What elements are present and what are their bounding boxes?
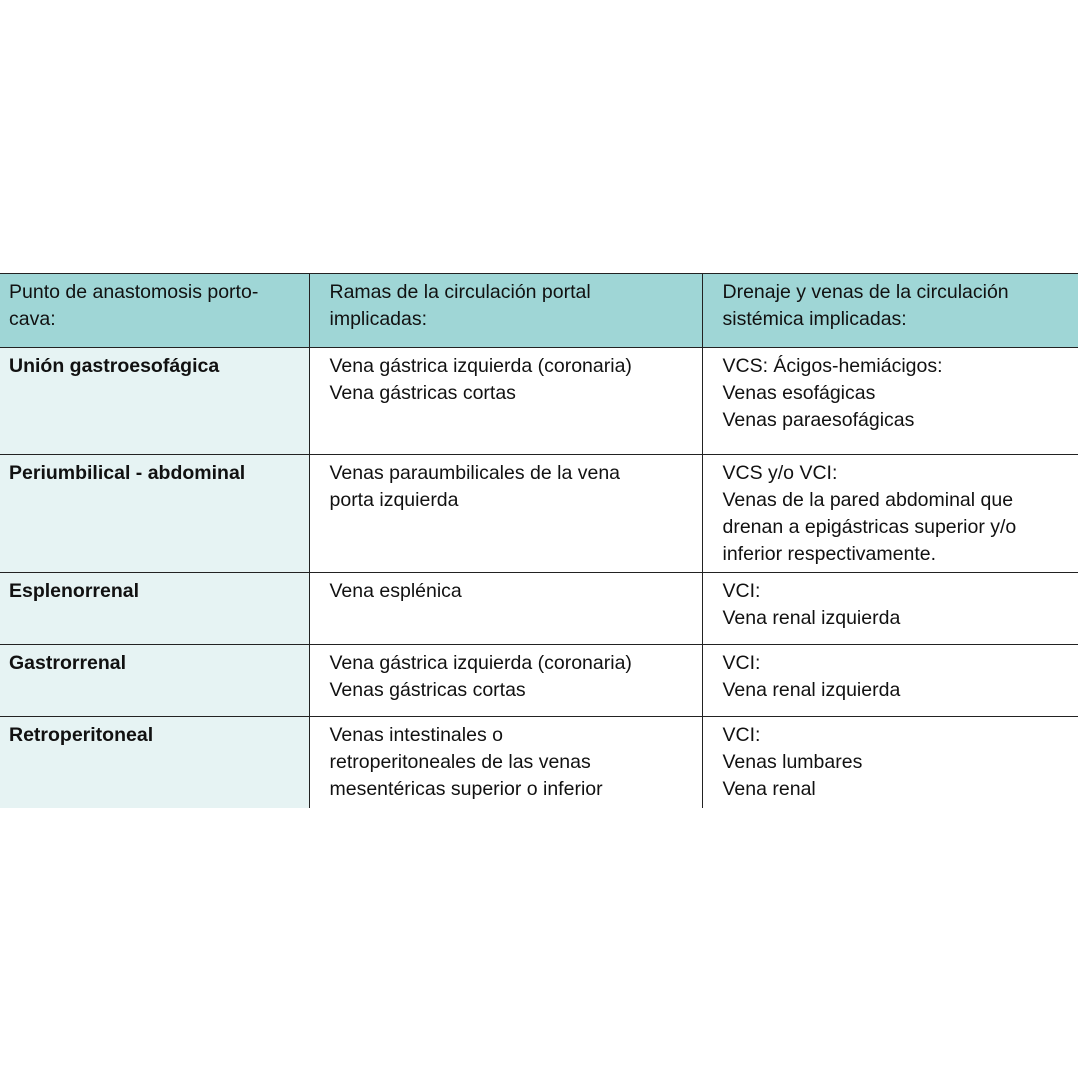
row-portal-cell xyxy=(309,455,702,573)
header-line: implicadas: xyxy=(329,308,428,330)
portal-line: retroperitoneales de las venas xyxy=(329,751,591,773)
row-site-cell xyxy=(0,717,309,809)
header-anastomosis-point xyxy=(0,274,309,348)
row-portal-cell xyxy=(309,573,702,645)
header-systemic-drainage xyxy=(702,274,1078,348)
row-portal-cell xyxy=(309,717,702,809)
systemic-line: VCI: xyxy=(722,724,761,746)
systemic-line: Venas lumbares xyxy=(722,751,863,773)
row-systemic-cell xyxy=(702,645,1078,717)
site-label: Unión gastroesofágica xyxy=(9,355,220,377)
header-line: Punto de anastomosis porto- xyxy=(9,281,259,303)
portal-line: Vena gástrica izquierda (coronaria) xyxy=(329,355,632,377)
portal-line: mesentéricas superior o inferior xyxy=(329,778,603,800)
header-line: Drenaje y venas de la circulación xyxy=(722,281,1009,303)
portal-line: porta izquierda xyxy=(329,489,459,511)
systemic-line: inferior respectivamente. xyxy=(722,543,937,565)
row-site-cell xyxy=(0,348,309,455)
row-portal-cell xyxy=(309,348,702,455)
header-line: Ramas de la circulación portal xyxy=(329,281,591,303)
systemic-line: Venas esofágicas xyxy=(722,382,876,404)
anastomosis-table-container xyxy=(0,273,1078,808)
portal-line: Vena gástricas cortas xyxy=(329,382,516,404)
systemic-line: Vena renal izquierda xyxy=(722,679,901,701)
portal-line: Venas gástricas cortas xyxy=(329,679,526,701)
portal-line: Vena esplénica xyxy=(329,580,462,602)
systemic-line: Vena renal xyxy=(722,778,816,800)
table-header-row xyxy=(0,274,1078,348)
table-row xyxy=(0,348,1078,455)
portal-line: Venas intestinales o xyxy=(329,724,503,746)
table-row xyxy=(0,573,1078,645)
row-systemic-cell xyxy=(702,455,1078,573)
row-site-cell xyxy=(0,645,309,717)
table-row xyxy=(0,717,1078,809)
site-label: Retroperitoneal xyxy=(9,724,154,746)
row-site-cell xyxy=(0,573,309,645)
anastomosis-table xyxy=(0,273,1078,808)
systemic-line: VCI: xyxy=(722,652,761,674)
systemic-line: drenan a epigástricas superior y/o xyxy=(722,516,1017,538)
site-label: Periumbilical - abdominal xyxy=(9,462,246,484)
header-line: sistémica implicadas: xyxy=(722,308,907,330)
row-portal-cell xyxy=(309,645,702,717)
row-systemic-cell xyxy=(702,348,1078,455)
row-site-cell xyxy=(0,455,309,573)
systemic-line: VCI: xyxy=(722,580,761,602)
site-label: Esplenorrenal xyxy=(9,580,140,602)
systemic-line: VCS y/o VCI: xyxy=(722,462,838,484)
systemic-line: Venas de la pared abdominal que xyxy=(722,489,1014,511)
table-row xyxy=(0,455,1078,573)
site-label: Gastrorrenal xyxy=(9,652,127,674)
row-systemic-cell xyxy=(702,717,1078,809)
header-portal-branches xyxy=(309,274,702,348)
header-line: cava: xyxy=(9,308,56,330)
row-systemic-cell xyxy=(702,573,1078,645)
systemic-line: Venas paraesofágicas xyxy=(722,409,915,431)
systemic-line: Vena renal izquierda xyxy=(722,607,901,629)
systemic-line: VCS: Ácigos-hemiácigos: xyxy=(722,355,943,377)
portal-line: Venas paraumbilicales de la vena xyxy=(329,462,621,484)
table-row xyxy=(0,645,1078,717)
portal-line: Vena gástrica izquierda (coronaria) xyxy=(329,652,632,674)
